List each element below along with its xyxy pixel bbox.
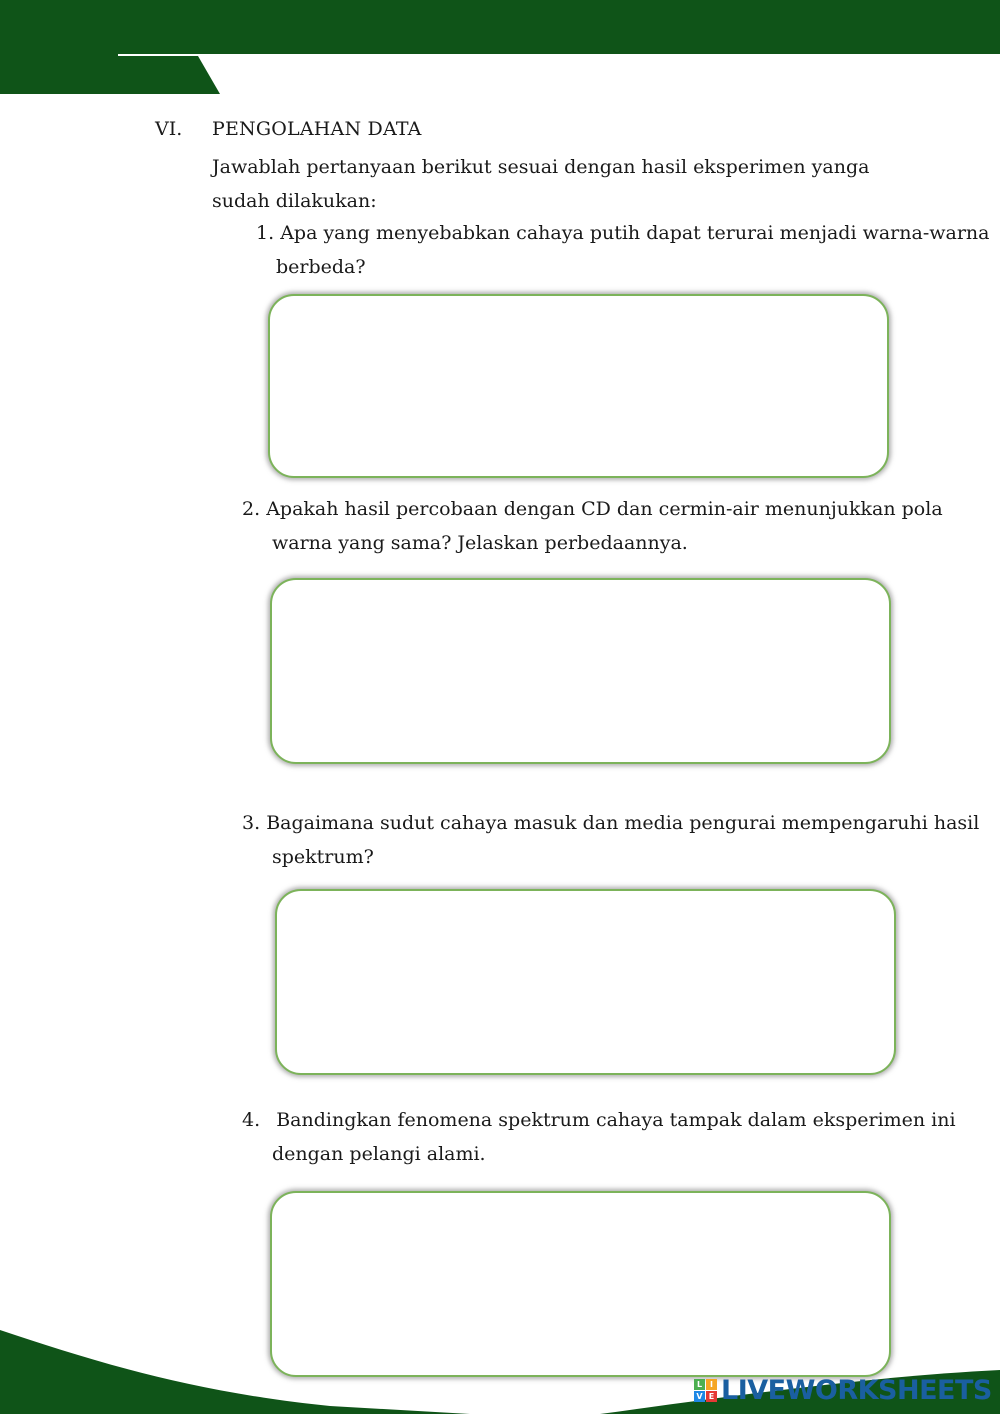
question-number: 2. (242, 498, 261, 520)
question-2 (242, 492, 943, 560)
section-number: VI. (155, 118, 183, 140)
liveworksheets-logo (694, 1376, 992, 1404)
answer-box-3[interactable] (275, 889, 896, 1075)
question-3 (242, 806, 979, 874)
question-text: Bagaimana sudut cahaya masuk dan media pengurai mempengaruhi hasil (266, 812, 980, 834)
question-4 (242, 1103, 956, 1171)
question-1 (256, 216, 989, 284)
logo-grid-icon: L I V E (694, 1379, 717, 1402)
question-number: 3. (242, 812, 261, 834)
answer-box-2[interactable] (270, 578, 891, 764)
section-intro: Jawablah pertanyaan berikut sesuai dengan hasil eksperimen yanga sudah dilakukan: (212, 156, 870, 212)
question-text: Apakah hasil percobaan dengan CD dan cermin-air menunjukkan pola (266, 498, 943, 520)
question-text-cont: dengan pelangi alami. (272, 1143, 486, 1165)
answer-box-1[interactable] (268, 294, 889, 478)
logo-text: LIVEWORKSHEETS (721, 1374, 992, 1406)
header-band (0, 0, 1000, 54)
question-text: Apa yang menyebabkan cahaya putih dapat terurai menjadi warna-warna (280, 222, 990, 244)
question-number: 1. (256, 222, 275, 244)
header-tab (0, 54, 220, 94)
section-title: PENGOLAHAN DATA (212, 118, 422, 140)
question-text: Bandingkan fenomena spektrum cahaya tampak dalam eksperimen ini (276, 1109, 956, 1131)
question-text-cont: warna yang sama? Jelaskan perbedaannya. (272, 532, 688, 554)
question-text-cont: spektrum? (272, 846, 374, 868)
question-text-cont: berbeda? (276, 256, 366, 278)
question-number: 4. (242, 1109, 261, 1131)
